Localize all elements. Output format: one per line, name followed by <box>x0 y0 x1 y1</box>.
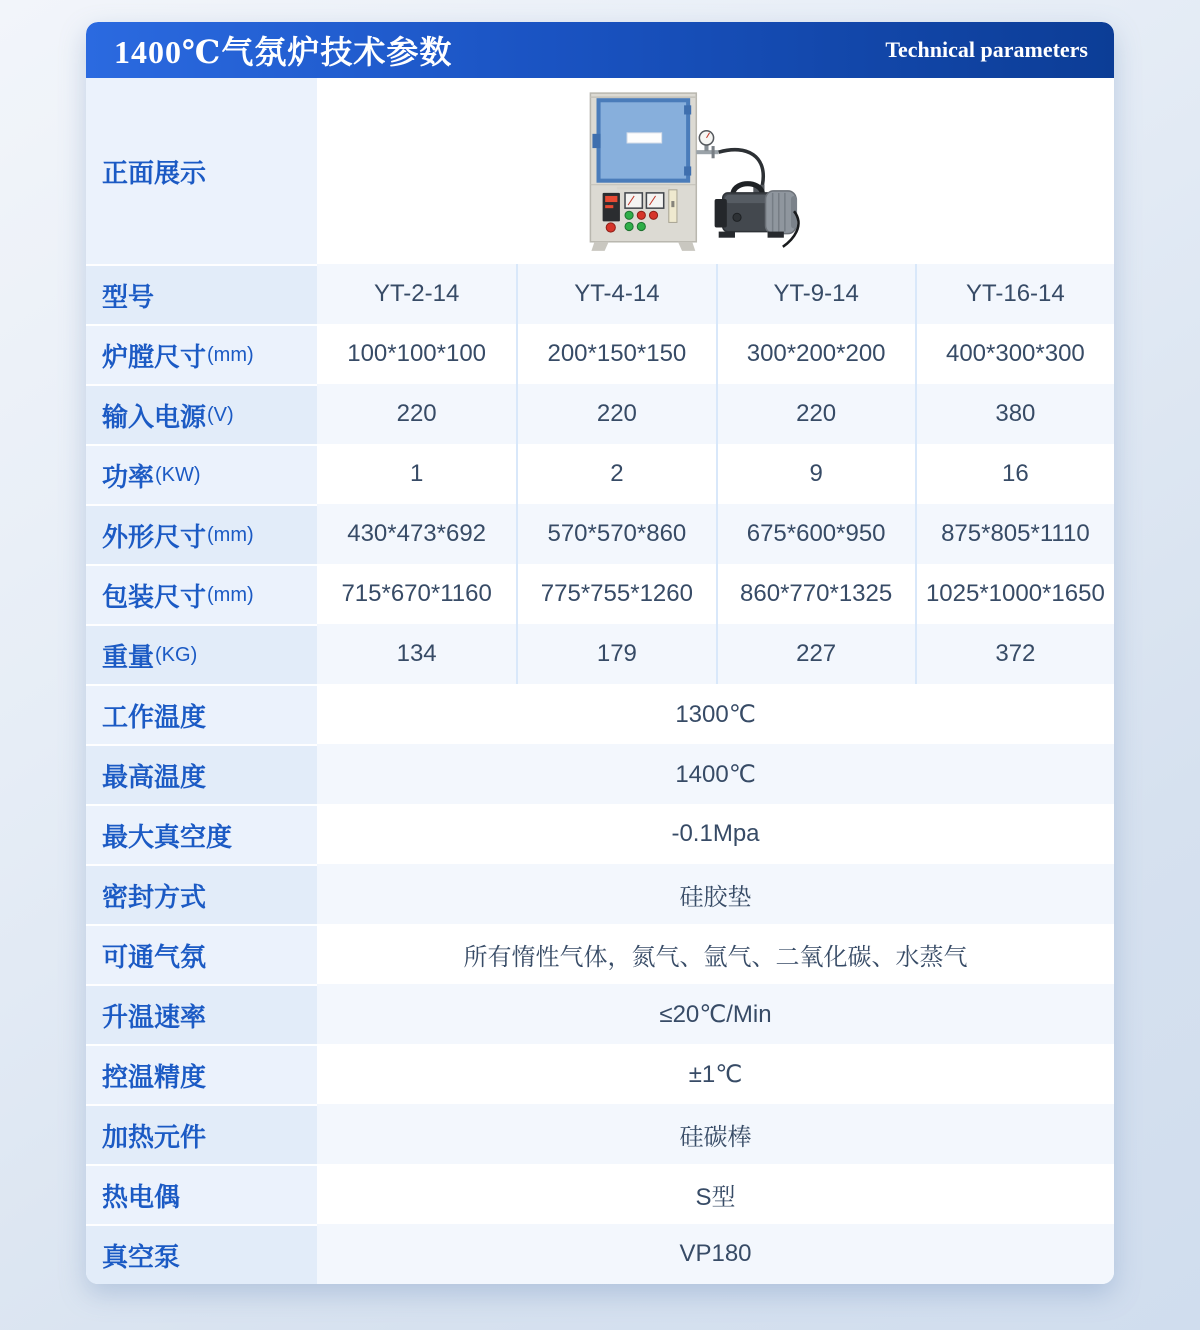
table-row-thermocouple <box>86 1164 1114 1224</box>
cell-value: 100*100*100 <box>317 324 516 384</box>
header-bar <box>86 22 1114 78</box>
row-label: 炉膛尺寸 (mm) <box>86 324 317 384</box>
row-label: 输入电源 (V) <box>86 384 317 444</box>
front-display-row <box>86 78 1114 264</box>
cell-value: 硅胶垫 <box>317 864 1114 924</box>
cell-value: 372 <box>915 624 1114 684</box>
cell-value: ±1℃ <box>317 1044 1114 1104</box>
table-row-power <box>86 444 1114 504</box>
row-label: 热电偶 <box>86 1164 317 1224</box>
cell-value: YT-9-14 <box>716 264 915 324</box>
cell-value: 179 <box>516 624 715 684</box>
cell-value: 775*755*1260 <box>516 564 715 624</box>
cell-value: 860*770*1325 <box>716 564 915 624</box>
table-row-model <box>86 264 1114 324</box>
table-row-working-temp <box>86 684 1114 744</box>
table-row-weight <box>86 624 1114 684</box>
table-row-heating-element <box>86 1104 1114 1164</box>
row-label: 外形尺寸 (mm) <box>86 504 317 564</box>
cell-value: YT-2-14 <box>317 264 516 324</box>
cell-value: 16 <box>915 444 1114 504</box>
row-label: 最大真空度 <box>86 804 317 864</box>
table-row-max-temp <box>86 744 1114 804</box>
row-label: 密封方式 <box>86 864 317 924</box>
cell-value: 220 <box>317 384 516 444</box>
cell-value: 220 <box>716 384 915 444</box>
cell-value: YT-16-14 <box>915 264 1114 324</box>
furnace-photo <box>556 87 804 255</box>
cell-value: 675*600*950 <box>716 504 915 564</box>
row-label: 型号 <box>86 264 317 324</box>
table-row-chamber-size <box>86 324 1114 384</box>
cell-value: 硅碳棒 <box>317 1104 1114 1164</box>
cell-value: 1025*1000*1650 <box>915 564 1114 624</box>
cell-value: 134 <box>317 624 516 684</box>
row-label: 最高温度 <box>86 744 317 804</box>
row-label: 可通气氛 <box>86 924 317 984</box>
cell-value: ≤20℃/Min <box>317 984 1114 1044</box>
cell-value: 227 <box>716 624 915 684</box>
cell-value: 200*150*150 <box>516 324 715 384</box>
cell-value: VP180 <box>317 1224 1114 1284</box>
page-subtitle-en: Technical parameters <box>885 37 1088 62</box>
table-row-atmosphere <box>86 924 1114 984</box>
cell-value: 220 <box>516 384 715 444</box>
table-row-outer-size <box>86 504 1114 564</box>
cell-value: 570*570*860 <box>516 504 715 564</box>
row-label: 真空泵 <box>86 1224 317 1284</box>
row-label: 控温精度 <box>86 1044 317 1104</box>
cell-value: 所有惰性气体，氮气、氩气、二氧化碳、水蒸气 <box>317 924 1114 984</box>
cell-value: -0.1Mpa <box>317 804 1114 864</box>
row-label: 升温速率 <box>86 984 317 1044</box>
cell-value: 1400℃ <box>317 744 1114 804</box>
cell-value: 875*805*1110 <box>915 504 1114 564</box>
cell-value: 400*300*300 <box>915 324 1114 384</box>
furnace-photo-cell <box>317 78 1114 264</box>
cell-value: 9 <box>716 444 915 504</box>
table-row-heating-rate <box>86 984 1114 1044</box>
cell-value: 1300℃ <box>317 684 1114 744</box>
row-label: 功率 (KW) <box>86 444 317 504</box>
table-row-package-size <box>86 564 1114 624</box>
spec-card <box>86 22 1114 1284</box>
cell-value: 380 <box>915 384 1114 444</box>
row-label: 工作温度 <box>86 684 317 744</box>
cell-value: 1 <box>317 444 516 504</box>
row-label: 加热元件 <box>86 1104 317 1164</box>
page-title: 1400℃气氛炉技术参数 <box>114 34 453 70</box>
table-row-temp-accuracy <box>86 1044 1114 1104</box>
cell-value: 300*200*200 <box>716 324 915 384</box>
table-row-vacuum-pump <box>86 1224 1114 1284</box>
row-label: 包装尺寸 (mm) <box>86 564 317 624</box>
cell-value: 715*670*1160 <box>317 564 516 624</box>
cell-value: 2 <box>516 444 715 504</box>
table-row-max-vacuum <box>86 804 1114 864</box>
row-label: 重量 (KG) <box>86 624 317 684</box>
cell-value: S型 <box>317 1164 1114 1224</box>
cell-value: YT-4-14 <box>516 264 715 324</box>
row-label-front-display: 正面展示 <box>86 78 317 264</box>
table-row-sealing <box>86 864 1114 924</box>
cell-value: 430*473*692 <box>317 504 516 564</box>
table-row-input-power <box>86 384 1114 444</box>
